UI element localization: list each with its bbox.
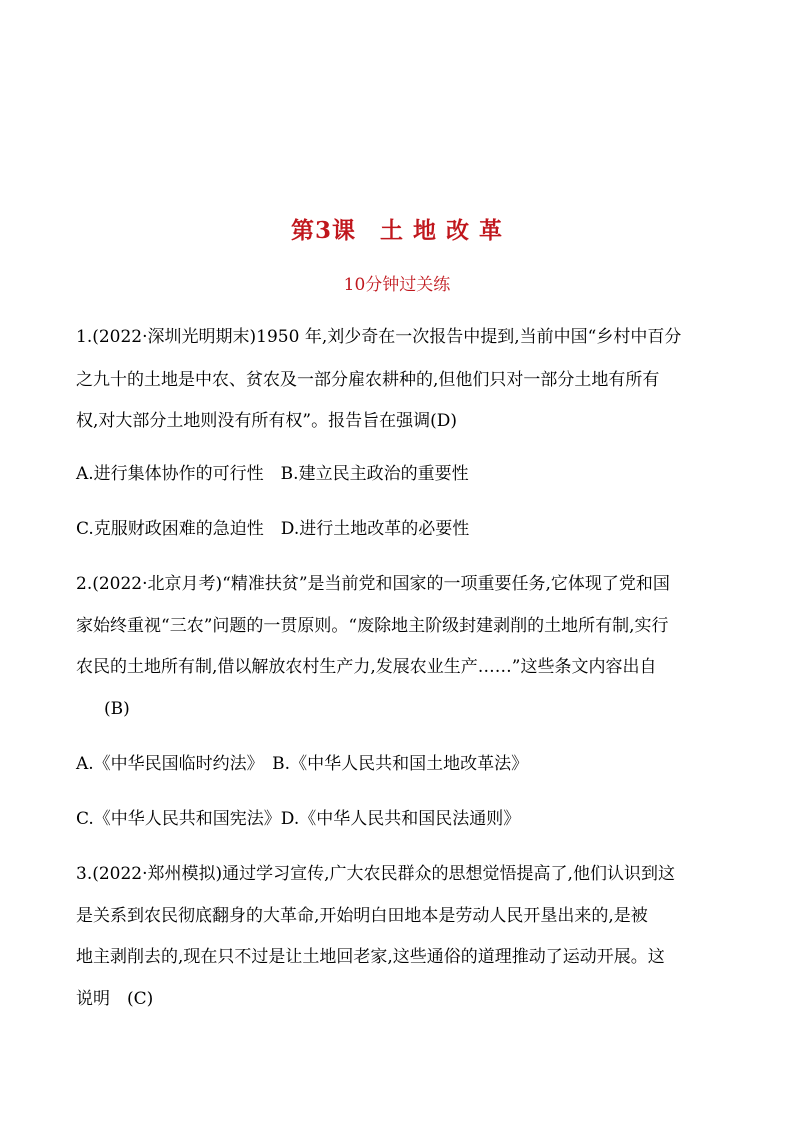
- question-3-line-3: 地主剥削去的,现在只不过是让土地回老家,这些通俗的道理推动了运动开展。这: [76, 947, 665, 967]
- question-2-option-ab: A.《中华民国临时约法》 B.《中华人民共和国土地改革法》: [76, 754, 529, 774]
- question-3-line-4: 说明 (C): [76, 989, 154, 1009]
- question-3-line-1: 3.(2022·郑州模拟)通过学习宣传,广大农民群众的思想觉悟提高了,他们认识到这: [76, 864, 675, 884]
- question-1-line-2: 之九十的土地是中农、贫农及一部分雇农耕种的,但他们只对一部分土地有所有: [76, 370, 660, 390]
- question-2-line-3: 农民的土地所有制,借以解放农村生产力,发展农业生产……”这些条文内容出自: [76, 657, 657, 677]
- exercise-subtitle: 10分钟过关练: [343, 275, 451, 295]
- question-1-option-ab: A.进行集体协作的可行性 B.建立民主政治的重要性: [76, 464, 469, 484]
- question-2-answer: (B): [104, 699, 130, 719]
- question-1-option-cd: C.克服财政困难的急迫性 D.进行土地改革的必要性: [76, 519, 470, 539]
- question-3-line-2: 是关系到农民彻底翻身的大革命,开始明白田地本是劳动人民开垦出来的,是被: [76, 906, 648, 926]
- question-2-line-1: 2.(2022·北京月考)“精准扶贫”是当前党和国家的一项重要任务,它体现了党和国: [76, 574, 670, 594]
- question-2-line-2: 家始终重视“三农”问题的一贯原则。“废除地主阶级封建剥削的土地所有制,实行: [76, 616, 669, 636]
- question-1-line-1: 1.(2022·深圳光明期末)1950 年,刘少奇在一次报告中提到,当前中国“乡村中百分: [76, 327, 682, 347]
- question-2-option-cd: C.《中华人民共和国宪法》D.《中华人民共和国民法通则》: [76, 809, 521, 829]
- lesson-title: 第3课 土 地 改 革: [290, 217, 504, 244]
- question-1-line-3: 权,对大部分土地则没有所有权”。报告旨在强调(D): [76, 411, 457, 431]
